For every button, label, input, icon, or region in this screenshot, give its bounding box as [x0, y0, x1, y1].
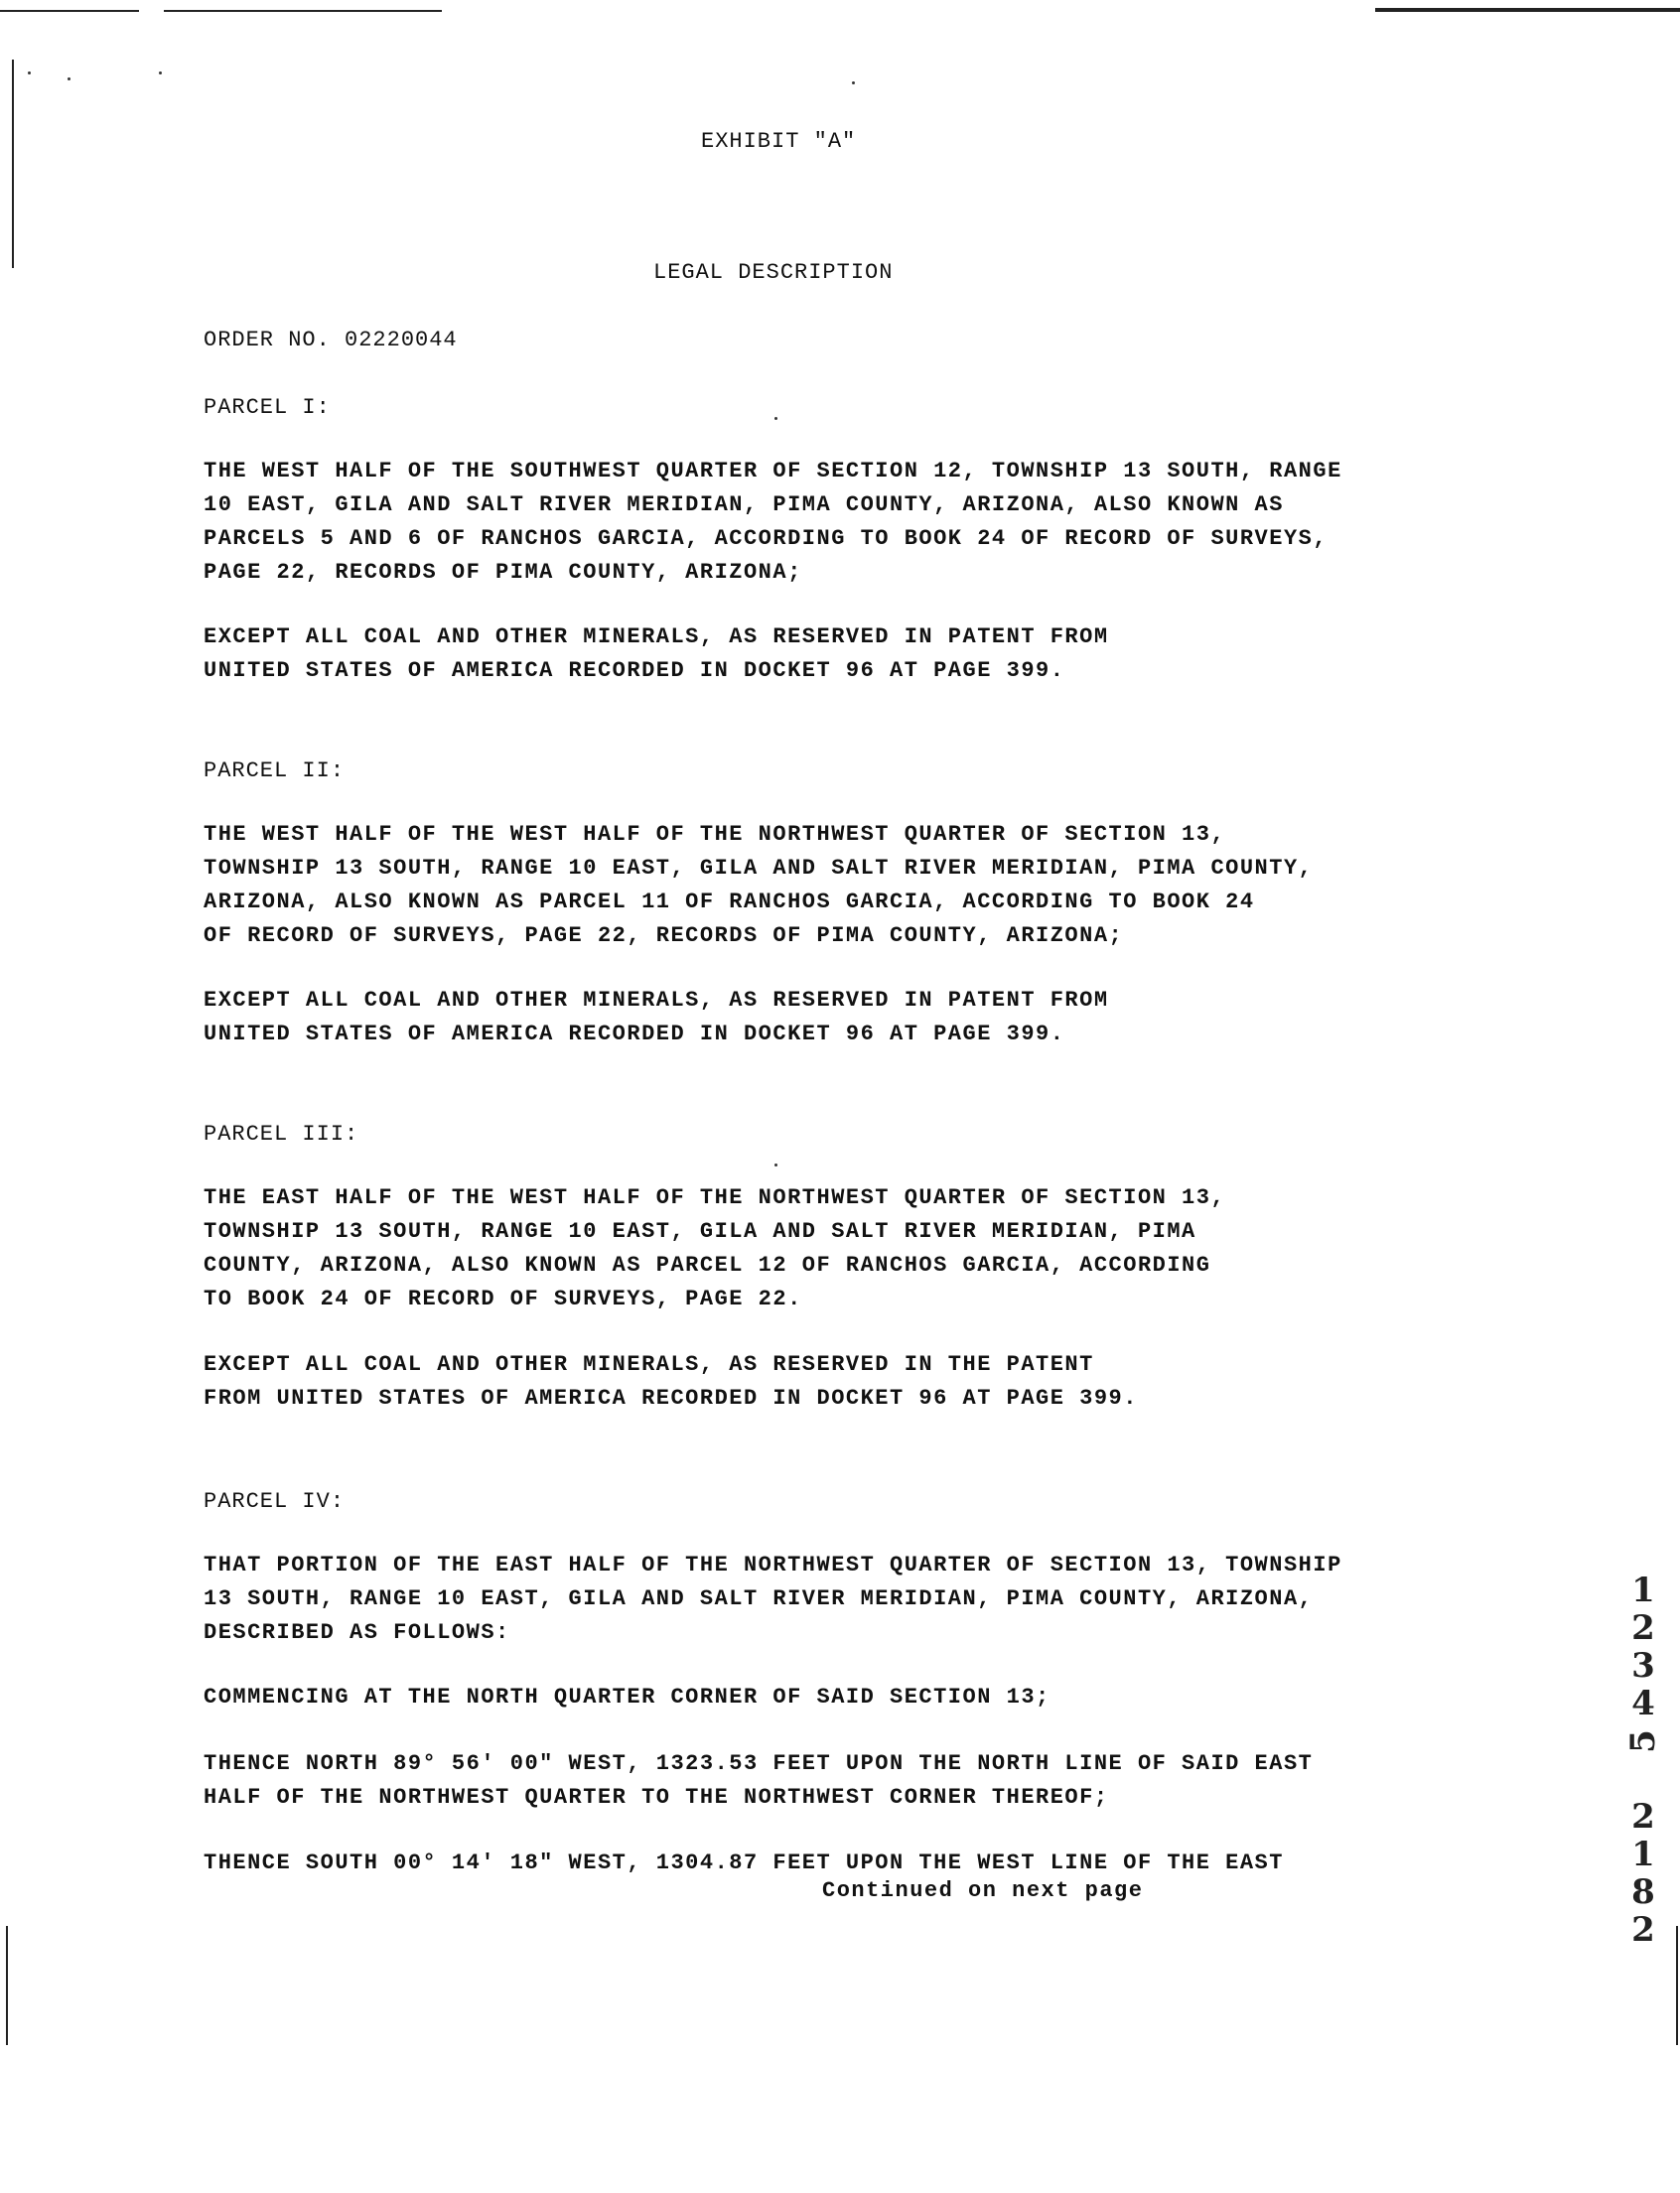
- stamp-digit: 1: [1631, 1571, 1655, 1610]
- recording-stamp: [1623, 1572, 1663, 1949]
- stamp-digit: 3: [1631, 1646, 1655, 1686]
- parcel-3-label: PARCEL III:: [204, 1122, 359, 1147]
- parcel-1-exception: EXCEPT ALL COAL AND OTHER MINERALS, AS RESERVED IN PATENT FROM UNITED STATES OF AMERICA RECORDED IN DOCKET 96 AT PAGE 399.: [204, 624, 1109, 683]
- scan-artifact-bottom-left: [6, 1926, 8, 2045]
- scan-artifact-top-left: [0, 10, 139, 12]
- parcel-2-label: PARCEL II:: [204, 758, 346, 783]
- parcel-4-thence-south: THENCE SOUTH 00° 14' 18" WEST, 1304.87 FEET UPON THE WEST LINE OF THE EAST: [204, 1850, 1284, 1875]
- order-number: ORDER NO. 02220044: [204, 328, 458, 352]
- parcel-4-thence-north: THENCE NORTH 89° 56' 00" WEST, 1323.53 FEET UPON THE NORTH LINE OF SAID EAST HALF OF THE NORTHWEST QUARTER TO THE NORTHWEST CORNER THEREOF;: [204, 1751, 1314, 1810]
- exhibit-title: EXHIBIT "A": [701, 129, 857, 154]
- stamp-digit: 1: [1631, 1835, 1655, 1874]
- stamp-digit: 2: [1631, 1608, 1655, 1648]
- parcel-3-description: THE EAST HALF OF THE WEST HALF OF THE NORTHWEST QUARTER OF SECTION 13, TOWNSHIP 13 SOUTH, RANGE 10 EAST, GILA AND SALT RIVER MERIDIAN, PIMA COUNTY, ARIZONA, ALSO KNOWN AS PARCEL 12 OF RANCHOS GARCIA, ACCORDING TO BOOK 24 OF RECORD OF SURVEYS, PAGE 22.: [204, 1185, 1226, 1311]
- stamp-digit: 2: [1631, 1797, 1655, 1837]
- continued-note: Continued on next page: [822, 1878, 1144, 1903]
- scan-speck: [159, 71, 162, 74]
- parcel-4-commencing: COMMENCING AT THE NORTH QUARTER CORNER OF SAID SECTION 13;: [204, 1685, 1050, 1710]
- stamp-digit: 2: [1631, 1910, 1655, 1950]
- stamp-digit: 5: [1623, 1729, 1663, 1753]
- scan-speck: [774, 1164, 777, 1166]
- parcel-3-exception: EXCEPT ALL COAL AND OTHER MINERALS, AS RESERVED IN THE PATENT FROM UNITED STATES OF AMERICA RECORDED IN DOCKET 96 AT PAGE 399.: [204, 1352, 1138, 1411]
- parcel-1-description: THE WEST HALF OF THE SOUTHWEST QUARTER OF SECTION 12, TOWNSHIP 13 SOUTH, RANGE 10 EAST, GILA AND SALT RIVER MERIDIAN, PIMA COUNTY, ARIZONA, ALSO KNOWN AS PARCELS 5 AND 6 OF RANCHOS GARCIA, ACCORDING TO BOOK 24 OF RECORD OF SURVEYS, PAGE 22, RECORDS OF PIMA COUNTY, ARIZONA;: [204, 459, 1342, 585]
- scan-artifact-left-edge: [12, 60, 14, 268]
- stamp-digit: 8: [1631, 1872, 1655, 1912]
- scan-artifact-top-right: [1375, 8, 1680, 12]
- scan-speck: [774, 417, 777, 420]
- scan-speck: [68, 77, 70, 80]
- scan-artifact-bottom-right: [1676, 1926, 1678, 2045]
- stamp-spacer: [1623, 1760, 1663, 1798]
- document-subtitle: LEGAL DESCRIPTION: [653, 260, 894, 285]
- scan-artifact-top-mid: [164, 10, 442, 12]
- scan-speck: [852, 81, 855, 84]
- parcel-2-exception: EXCEPT ALL COAL AND OTHER MINERALS, AS RESERVED IN PATENT FROM UNITED STATES OF AMERICA RECORDED IN DOCKET 96 AT PAGE 399.: [204, 988, 1109, 1046]
- parcel-1-label: PARCEL I:: [204, 395, 331, 420]
- scan-speck: [28, 71, 31, 74]
- parcel-4-description: THAT PORTION OF THE EAST HALF OF THE NORTHWEST QUARTER OF SECTION 13, TOWNSHIP 13 SOUTH, RANGE 10 EAST, GILA AND SALT RIVER MERIDIAN, PIMA COUNTY, ARIZONA, DESCRIBED AS FOLLOWS:: [204, 1553, 1342, 1645]
- stamp-digit: 4: [1631, 1684, 1655, 1723]
- parcel-4-label: PARCEL IV:: [204, 1489, 346, 1514]
- parcel-2-description: THE WEST HALF OF THE WEST HALF OF THE NORTHWEST QUARTER OF SECTION 13, TOWNSHIP 13 SOUTH, RANGE 10 EAST, GILA AND SALT RIVER MERIDIAN, PIMA COUNTY, ARIZONA, ALSO KNOWN AS PARCEL 11 OF RANCHOS GARCIA, ACCORDING TO BOOK 24 OF RECORD OF SURVEYS, PAGE 22, RECORDS OF PIMA COUNTY, ARIZONA;: [204, 822, 1314, 948]
